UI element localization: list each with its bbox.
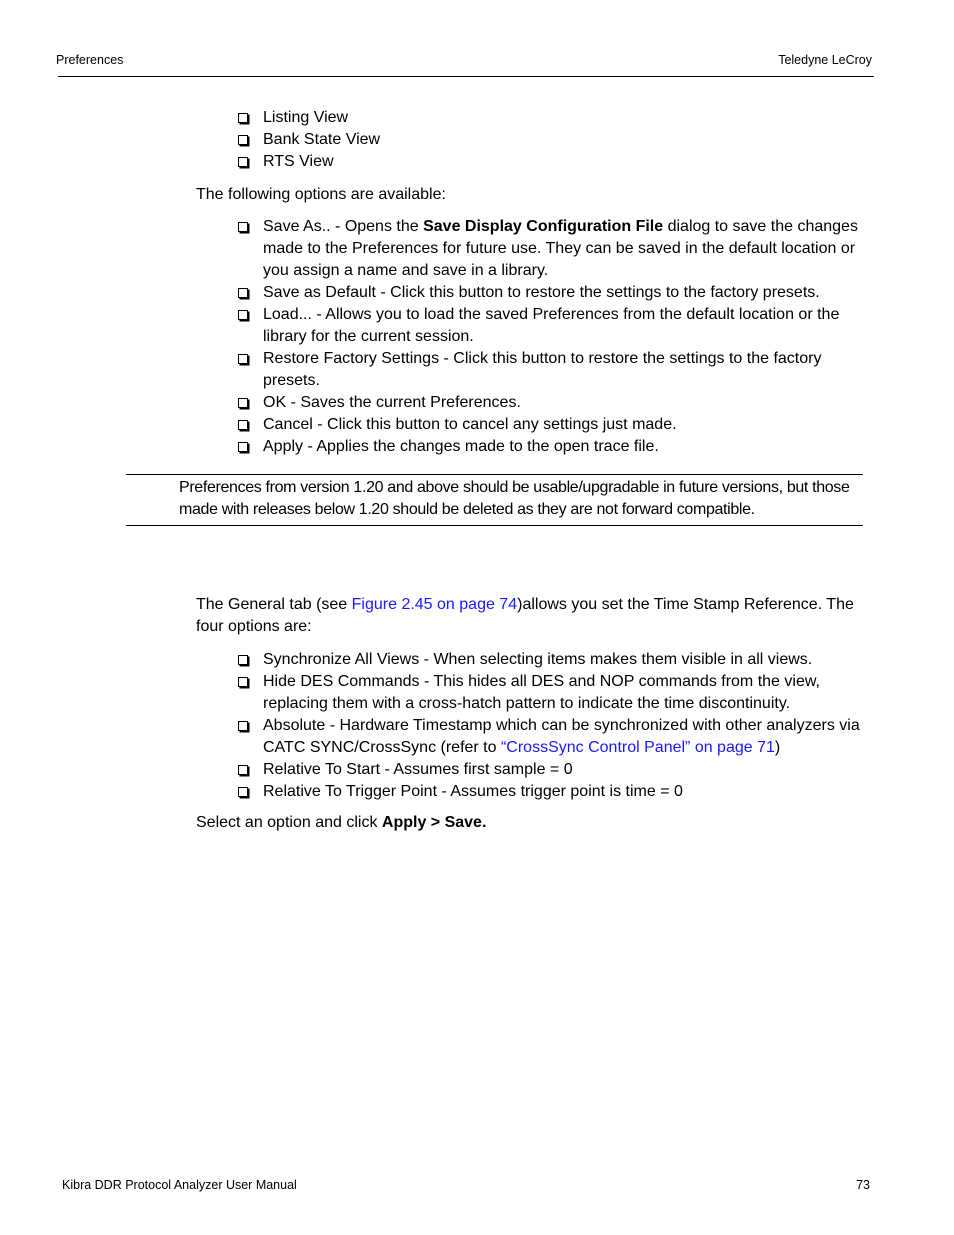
- dialog-name: Save Display Configuration File: [423, 218, 664, 235]
- list-item: Synchronize All Views - When selecting items makes them visible in all views.: [238, 649, 872, 671]
- list-item: Absolute - Hardware Timestamp which can be synchronized with other analyzers via CATC SYNC/CrossSync (refer to “CrossSync Control Panel” on page 71): [238, 715, 872, 759]
- checkbox-bullet-icon: [238, 310, 248, 320]
- checkbox-bullet-icon: [238, 288, 248, 298]
- list-item: Relative To Start - Assumes first sample = 0: [238, 759, 872, 781]
- header-rule: [58, 76, 874, 77]
- select-instruction: Select an option and click Apply > Save.: [196, 814, 487, 831]
- list-item: Save as Default - Click this button to restore the settings to the factory presets.: [238, 282, 872, 304]
- checkbox-bullet-icon: [238, 787, 248, 797]
- list-item: Apply - Applies the changes made to the open trace file.: [238, 436, 872, 458]
- list-item: Relative To Trigger Point - Assumes trigger point is time = 0: [238, 781, 872, 803]
- checkbox-bullet-icon: [238, 135, 248, 145]
- checkbox-bullet-icon: [238, 721, 248, 731]
- apply-save-label: Apply > Save.: [381, 814, 487, 831]
- note-text: Preferences from version 1.20 and above should be usable/upgradable in future versions, but those made with releases below 1.20 should be deleted as they are not forward compatible.: [179, 479, 850, 518]
- checkbox-bullet-icon: [238, 157, 248, 167]
- checkbox-bullet-icon: [238, 222, 248, 232]
- list-item: OK - Saves the current Preferences.: [238, 392, 872, 414]
- checkbox-bullet-icon: [238, 765, 248, 775]
- footer-title: Kibra DDR Protocol Analyzer User Manual: [62, 1178, 297, 1192]
- options-intro: The following options are available:: [196, 186, 446, 203]
- checkbox-bullet-icon: [238, 677, 248, 687]
- list-item: Bank State View: [238, 129, 872, 151]
- general-tab-paragraph: The General tab (see Figure 2.45 on page 74)allows you set the Time Stamp Reference. The four options are:: [196, 596, 854, 635]
- checkbox-bullet-icon: [238, 420, 248, 430]
- checkbox-bullet-icon: [238, 354, 248, 364]
- figure-link[interactable]: Figure 2.45 on page 74: [351, 596, 518, 613]
- list-item: Listing View: [238, 107, 872, 129]
- views-list: [238, 107, 872, 173]
- list-item: Save As.. - Opens the Save Display Configuration File dialog to save the changes made to the Preferences for future use. They can be saved in the default location or you assign a name and save in a library.: [238, 216, 872, 282]
- list-item: RTS View: [238, 151, 872, 173]
- list-item: Restore Factory Settings - Click this button to restore the settings to the factory presets.: [238, 348, 872, 392]
- checkbox-bullet-icon: [238, 655, 248, 665]
- general-options-list: [238, 649, 872, 803]
- options-list: [238, 216, 872, 458]
- checkbox-bullet-icon: [238, 113, 248, 123]
- checkbox-bullet-icon: [238, 398, 248, 408]
- list-item: Cancel - Click this button to cancel any settings just made.: [238, 414, 872, 436]
- crosssync-link[interactable]: “CrossSync Control Panel” on page 71: [500, 739, 775, 756]
- list-item: Load... - Allows you to load the saved Preferences from the default location or the library for the current session.: [238, 304, 872, 348]
- running-header-right: Teledyne LeCroy: [778, 53, 872, 67]
- note-box: [126, 474, 863, 526]
- checkbox-bullet-icon: [238, 442, 248, 452]
- running-header-left: Preferences: [56, 53, 124, 67]
- page-number: 73: [856, 1178, 870, 1192]
- list-item: Hide DES Commands - This hides all DES and NOP commands from the view, replacing them with a cross-hatch pattern to indicate the time discontinuity.: [238, 671, 872, 715]
